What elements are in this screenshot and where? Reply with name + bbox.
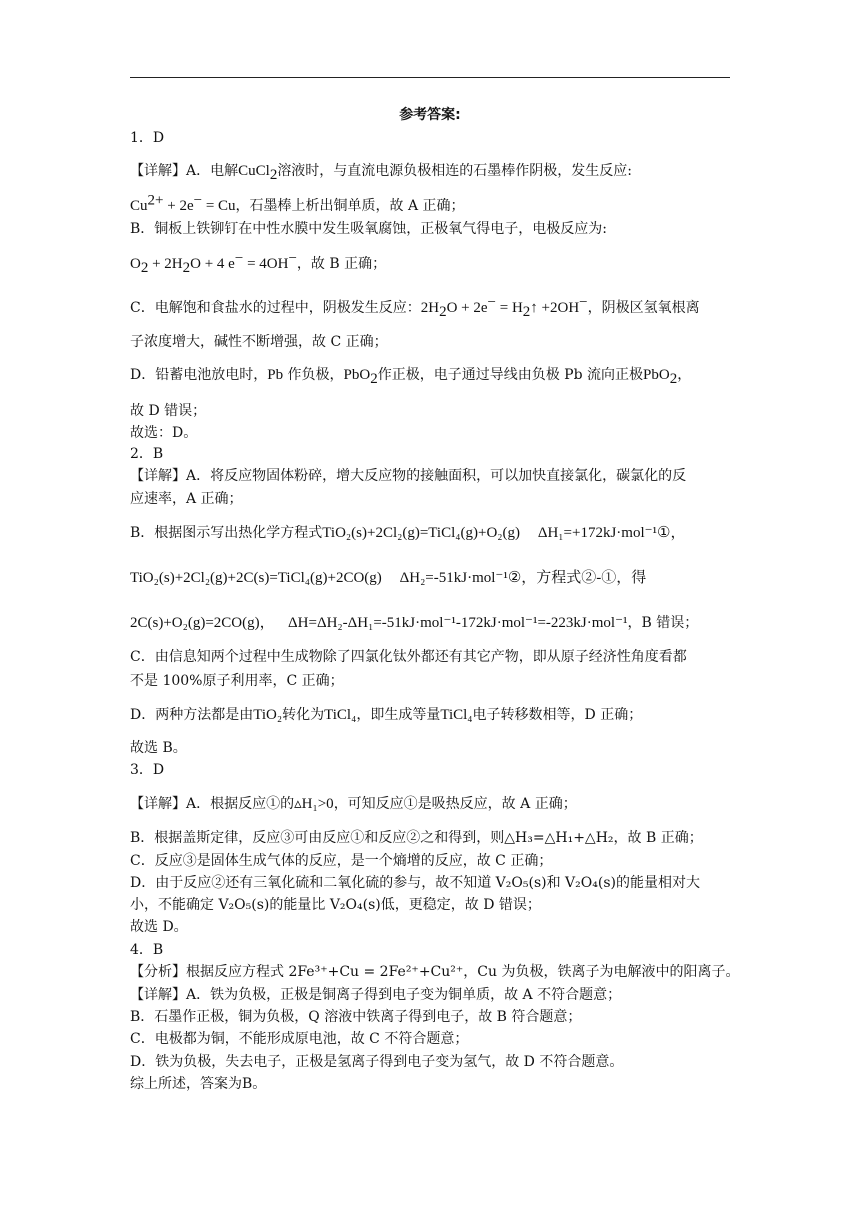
q2-detail-b-line2: TiO₂(s)+2Cl₂(g)+2C(s)=TiCl₄(g)+2CO(g) ΔH₂=-51kJ·mol⁻¹②，方程式②-①，得: [130, 570, 647, 586]
q1-detail-c-line1: C．电解饱和食盐水的过程中，阴极发生反应：$2H_2O + 2e^-$ = $H_2↑ +2OH^-$，阴极区氢氧根离: [130, 294, 700, 320]
q4-detail-d: D．铁为负极，失去电子，正极是氢离子得到电子变为氢气，故 D 不符合题意。: [130, 1054, 624, 1070]
q1-answer: 故选：D。: [130, 425, 198, 441]
q1-detail-d-line2: 故 D 错误；: [130, 403, 207, 419]
page-title: 参考答案:: [399, 107, 461, 123]
q4-detail-a: 【详解】A．铁为负极，正极是铜离子得到电子变为铜单质，故 A 不符合题意；: [130, 987, 622, 1003]
header-rule: [130, 77, 730, 78]
q2-answer: 故选 B。: [130, 740, 187, 756]
q4-analysis: 【分析】根据反应方程式 2Fe³⁺+Cu = 2Fe²⁺+Cu²⁺，Cu 为负极，铁离子为电解液中的阳离子。: [130, 964, 740, 980]
q3-detail-b: B．根据盖斯定律，反应③可由反应①和反应②之和得到，则△H₃=△H₁+△H₂，故 B 正确；: [130, 830, 703, 846]
q3-detail-d-line1: D．由于反应②还有三氧化硫和二氧化硫的参与，故不知道 V₂O₅(s)和 V₂O₄(s)的能量相对大: [130, 875, 700, 891]
q4-summary: 综上所述，答案为B。: [130, 1076, 267, 1092]
q3-detail-d-line2: 小，不能确定 V₂O₅(s)的能量比 V₂O₄(s)低，更稳定，故 D 错误；: [130, 897, 541, 913]
q2-detail-b-line1: B．根据图示写出热化学方程式TiO₂(s)+2Cl₂(g)=TiCl₄(g)+O₂(g) ΔH₁=+172kJ·mol⁻¹①，: [130, 525, 686, 541]
q1-detail-a-line1: 【详解】A．电解CuCl$_2$溶液时，与直流电源负极相连的石墨棒作阴极，发生反应:: [130, 163, 633, 183]
q2-detail-d-line1: D．两种方法都是由TiO₂转化为TiCl₄，即生成等量TiCl₄电子转移数相等，D 正确；: [130, 707, 643, 723]
q2-detail-a-line1: 【详解】A．将反应物固体粉碎，增大反应物的接触面积，可以加快直接氯化，碳氯化的反: [130, 468, 687, 484]
q1-number: 1．D: [130, 130, 165, 146]
q4-detail-c: C．电极都为铜，不能形成原电池，故 C 不符合题意；: [130, 1031, 469, 1047]
q2-detail-a-line2: 应速率，A 正确；: [130, 491, 243, 507]
q4-detail-b: B．石墨作正极，铜为负极，Q 溶液中铁离子得到电子，故 B 符合题意；: [130, 1009, 582, 1025]
q2-detail-b-line3: 2C(s)+O₂(g)=2CO(g)， ΔH=ΔH₂-ΔH₁=-51kJ·mol⁻¹-172kJ·mol⁻¹=-223kJ·mol⁻¹，B 错误；: [130, 615, 699, 631]
q2-detail-c-line1: C．由信息知两个过程中生成物除了四氯化钛外都还有其它产物，即从原子经济性角度看都: [130, 649, 687, 665]
q1-detail-c-line2: 子浓度增大，碱性不断增强，故 C 正确；: [130, 334, 388, 350]
q1-detail-b-line1: B．铜板上铁铆钉在中性水膜中发生吸氧腐蚀，正极氧气得电子，电极反应为:: [130, 221, 608, 237]
q1-detail-d-line1: D．铅蓄电池放电时，Pb 作负极，PbO$_2$作正极，电子通过导线由负极 Pb 流向正极PbO$_2$，: [130, 367, 692, 387]
q1-detail-b-line2: $O_2 + 2H_2O + 4$ e− = 4OH−，故 B 正确；: [130, 250, 387, 276]
q3-answer: 故选 D。: [130, 919, 188, 935]
q3-detail-a: 【详解】A．根据反应①的▵H₁>0，可知反应①是吸热反应，故 A 正确；: [130, 796, 577, 812]
q2-number: 2．B: [130, 446, 164, 462]
q2-detail-c-line2: 不是 100%原子利用率，C 正确；: [130, 673, 344, 689]
q1-detail-a-line2: $Cu^{2+} + 2e^- = Cu$，石墨棒上析出铜单质，故 A 正确；: [130, 192, 465, 214]
q3-detail-c: C．反应③是固体生成气体的反应，是一个熵增的反应，故 C 正确；: [130, 853, 553, 869]
q3-number: 3．D: [130, 762, 165, 778]
q4-number: 4．B: [130, 942, 164, 958]
